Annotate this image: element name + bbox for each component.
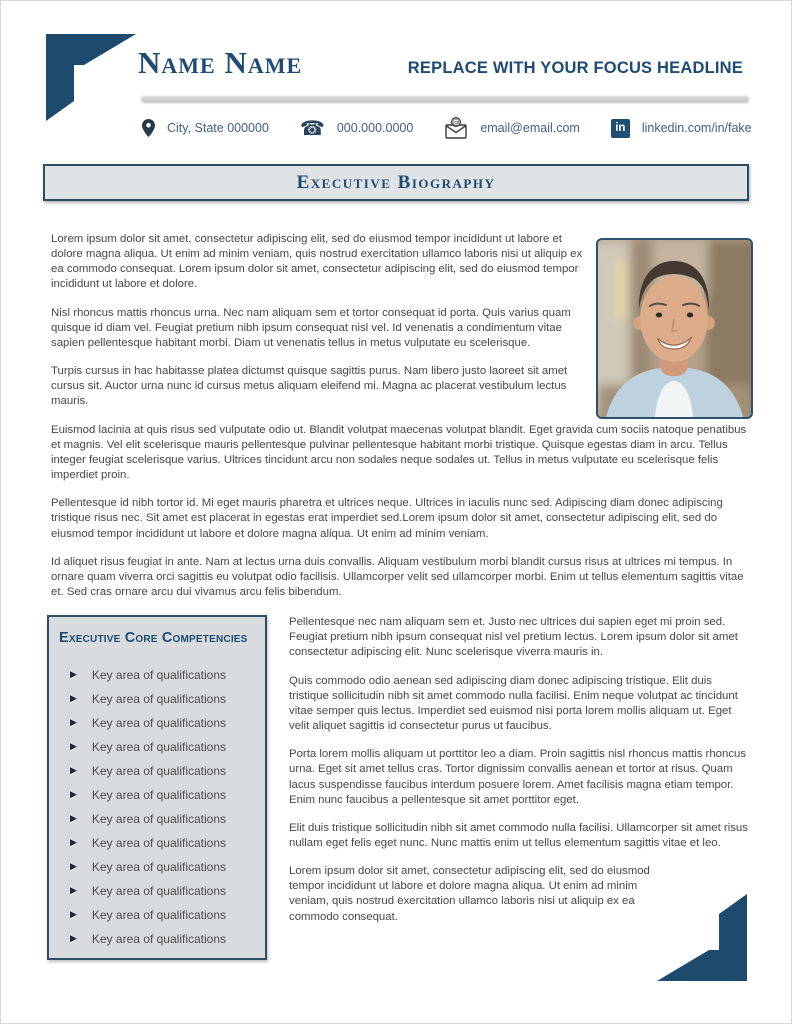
core-competencies-heading: Executive Core Competencies bbox=[59, 630, 248, 647]
core-competencies-panel bbox=[47, 615, 267, 960]
right-column-paragraphs bbox=[289, 615, 749, 938]
focus-headline: REPLACE WITH YOUR FOCUS HEADLINE bbox=[407, 59, 743, 77]
competency-label: Key area of qualifications bbox=[91, 908, 227, 923]
contact-row bbox=[142, 115, 752, 141]
contact-email bbox=[444, 117, 580, 139]
bio-paragraph: Quis commodo odio aenean sed adipiscing diam donec adipiscing tristique. Elit duis tristique sollicitudin nibh sit amet commodo nulla facilisi. Enim neque volutpat ac tincidunt vitae semper quis lectus. Imperdiet sed euismod nisi porta lorem mollis aliquam ut. Eget velit aliquet sagittis id consectetur purus ut faucibus. bbox=[289, 674, 738, 733]
arrow-bullet-icon: ▶ bbox=[70, 765, 77, 776]
competency-label: Key area of qualifications bbox=[91, 932, 227, 947]
email-envelope-icon bbox=[444, 117, 468, 139]
bio-paragraph: Lorem ipsum dolor sit amet, consectetur adipiscing elit, sed do eiusmod tempor incididunt ut labore et dolore magna aliqua. Ut enim ad minim veniam, quis nostrud exercitation ullamco laboris nisi ut aliquip ex ea commodo consequat. bbox=[289, 865, 650, 923]
person-name: Name Name bbox=[138, 45, 303, 80]
competency-item bbox=[59, 711, 257, 735]
competency-label: Key area of qualifications bbox=[91, 764, 227, 779]
competency-item bbox=[59, 903, 257, 927]
bio-paragraph: Turpis cursus in hac habitasse platea dictumst quisque sagittis purus. Nam libero justo laoreet sit amet cursus sit. Auctor urna nunc id cursus metus aliquam eleifend mi. Magna ac placerat vestibulum lectus mauris. bbox=[51, 365, 568, 408]
competency-item bbox=[59, 927, 257, 951]
biography-body bbox=[51, 232, 749, 960]
contact-phone-text: 000.000.0000 bbox=[336, 121, 414, 135]
intro-paragraphs bbox=[51, 232, 591, 410]
competency-label: Key area of qualifications bbox=[91, 692, 227, 707]
competency-item bbox=[59, 831, 257, 855]
arrow-bullet-icon: ▶ bbox=[70, 861, 77, 872]
competency-item bbox=[59, 687, 257, 711]
arrow-bullet-icon: ▶ bbox=[70, 885, 77, 896]
contact-phone bbox=[300, 118, 413, 138]
competency-item bbox=[59, 663, 257, 687]
competency-label: Key area of qualifications bbox=[91, 716, 227, 731]
bio-paragraph: Pellentesque id nibh tortor id. Mi eget mauris pharetra et ultrices neque. Ultrices in iaculis nunc sed. Adipiscing diam donec adipiscing tristique risus nec. Sit amet est placerat in egestas erat imperdiet sed.Lorem ipsum dolor sit amet, consectetur adipiscing elit, sed do eiusmod tempor incididunt ut labore et dolore magna aliqua. Ut enim ad minim veniam. bbox=[51, 497, 723, 540]
bio-paragraph: Porta lorem mollis aliquam ut porttitor leo a diam. Proin sagittis nisl rhoncus mattis rhoncus urna. Eget sit amet tellus cras. Tortor dignissim convallis aenean et tortor at risus. Quam lacus suspendisse faucibus interdum posuere lorem. Amet facilisis magna etiam tempor. Enim nunc faucibus a pellentesque sit amet porttitor eget. bbox=[289, 748, 747, 806]
competency-item bbox=[59, 879, 257, 903]
section-title-bar bbox=[43, 164, 749, 201]
arrow-bullet-icon: ▶ bbox=[70, 717, 77, 728]
bio-paragraph: Euismod lacinia at quis risus sed vulputate odio ut. Blandit volutpat maecenas volutpat blandit. Eget gravida cum sociis natoque penatibus et magnis. Vel elit scelerisque mauris pellentesque pulvinar pellentesque habitant morbi tristique. Quisque egestas diam in arcu. Tellus integer feugiat scelerisque varius. Ultrices tincidunt arcu non sodales neque sodales ut. Tellus in metus vulputate eu scelerisque felis imperdiet proin. bbox=[51, 423, 747, 482]
core-competencies-list bbox=[59, 663, 257, 951]
contact-email-text[interactable]: email@email.com bbox=[480, 121, 580, 135]
arrow-bullet-icon: ▶ bbox=[70, 669, 77, 680]
section-title: Executive Biography bbox=[296, 171, 496, 193]
linkedin-icon: in bbox=[611, 119, 630, 138]
bio-paragraph: Id aliquet risus feugiat in ante. Nam at lectus urna duis convallis. Aliquam vestibulum morbi blandit cursus risus at ultrices mi tempus. In ornare quam viverra orci sagittis eu volutpat odio facilisis. Ullamcorper velit sed ullamcorper morbi. Enim ut tellus elementum sagittis vitae et. Sed cras ornare arcu dui vivamus arcu felis bibendum. bbox=[51, 555, 744, 598]
header-divider-bar bbox=[141, 95, 749, 102]
corner-flag-icon bbox=[657, 893, 747, 981]
arrow-bullet-icon: ▶ bbox=[70, 909, 77, 920]
bio-paragraph: Elit duis tristique sollicitudin nibh sit amet commodo nulla facilisi. Ullamcorper sit amet risus nullam eget felis eget nunc. Nunc mattis enim ut tellus elementum sagittis vitae et leo. bbox=[289, 821, 748, 849]
intro-section bbox=[51, 232, 749, 410]
competency-label: Key area of qualifications bbox=[91, 668, 227, 683]
headshot-photo bbox=[596, 238, 753, 419]
corner-flag-icon bbox=[46, 34, 136, 122]
competency-item bbox=[59, 807, 257, 831]
bio-paragraph: Pellentesque nec nam aliquam sem et. Justo nec ultrices dui sapien eget mi proin sed. Feugiat pretium nibh ipsum consequat nisl vel pretium lectus. Lorem ipsum dolor sit amet consectetur adipiscing elit. Nunc scelerisque viverra mauris in. bbox=[289, 616, 738, 659]
competency-label: Key area of qualifications bbox=[91, 788, 227, 803]
phone-icon: ☎ bbox=[299, 116, 325, 140]
contact-linkedin bbox=[611, 119, 752, 138]
svg-text:@: @ bbox=[452, 118, 460, 127]
bio-paragraph: Nisl rhoncus mattis rhoncus urna. Nec nam aliquam sem et tortor consequat id porta. Quis varius quam quisque id diam vel. Feugiat pretium nibh ipsum consequat nisl vel. Id venenatis a condimentum vitae sapien pellentesque habitant morbi. Diam ut venenatis tellus in metus vulputate eu scelerisque. bbox=[51, 306, 571, 349]
competency-label: Key area of qualifications bbox=[91, 740, 227, 755]
corner-flag-decoration-top-left bbox=[46, 34, 136, 122]
corner-flag-decoration-bottom-right bbox=[657, 893, 747, 981]
arrow-bullet-icon: ▶ bbox=[70, 813, 77, 824]
arrow-bullet-icon: ▶ bbox=[70, 693, 77, 704]
competency-item bbox=[59, 735, 257, 759]
competency-label: Key area of qualifications bbox=[91, 836, 227, 851]
contact-location bbox=[142, 119, 269, 137]
bio-paragraph: Lorem ipsum dolor sit amet, consectetur adipiscing elit, sed do eiusmod tempor incididunt ut labore et dolore magna aliqua. Ut enim ad minim veniam, quis nostrud exercitation ullamco laboris nisi ut aliquip ex ea commodo consequat. Lorem ipsum dolor sit amet, consectetur adipiscing elit, sed do eiusmod tempor incididunt ut labore et dolore. bbox=[51, 233, 583, 291]
bottom-section bbox=[51, 615, 749, 960]
arrow-bullet-icon: ▶ bbox=[70, 933, 77, 944]
competency-label: Key area of qualifications bbox=[91, 860, 227, 875]
arrow-bullet-icon: ▶ bbox=[70, 741, 77, 752]
competency-label: Key area of qualifications bbox=[91, 812, 227, 827]
headshot-photo-illustration bbox=[598, 240, 751, 417]
contact-linkedin-text[interactable]: linkedin.com/in/fake bbox=[641, 121, 752, 135]
competency-item bbox=[59, 783, 257, 807]
arrow-bullet-icon: ▶ bbox=[70, 837, 77, 848]
arrow-bullet-icon: ▶ bbox=[70, 789, 77, 800]
location-pin-icon bbox=[142, 119, 155, 137]
competency-label: Key area of qualifications bbox=[91, 884, 227, 899]
competency-item bbox=[59, 855, 257, 879]
competency-item bbox=[59, 759, 257, 783]
contact-location-text: City, State 000000 bbox=[167, 121, 269, 135]
